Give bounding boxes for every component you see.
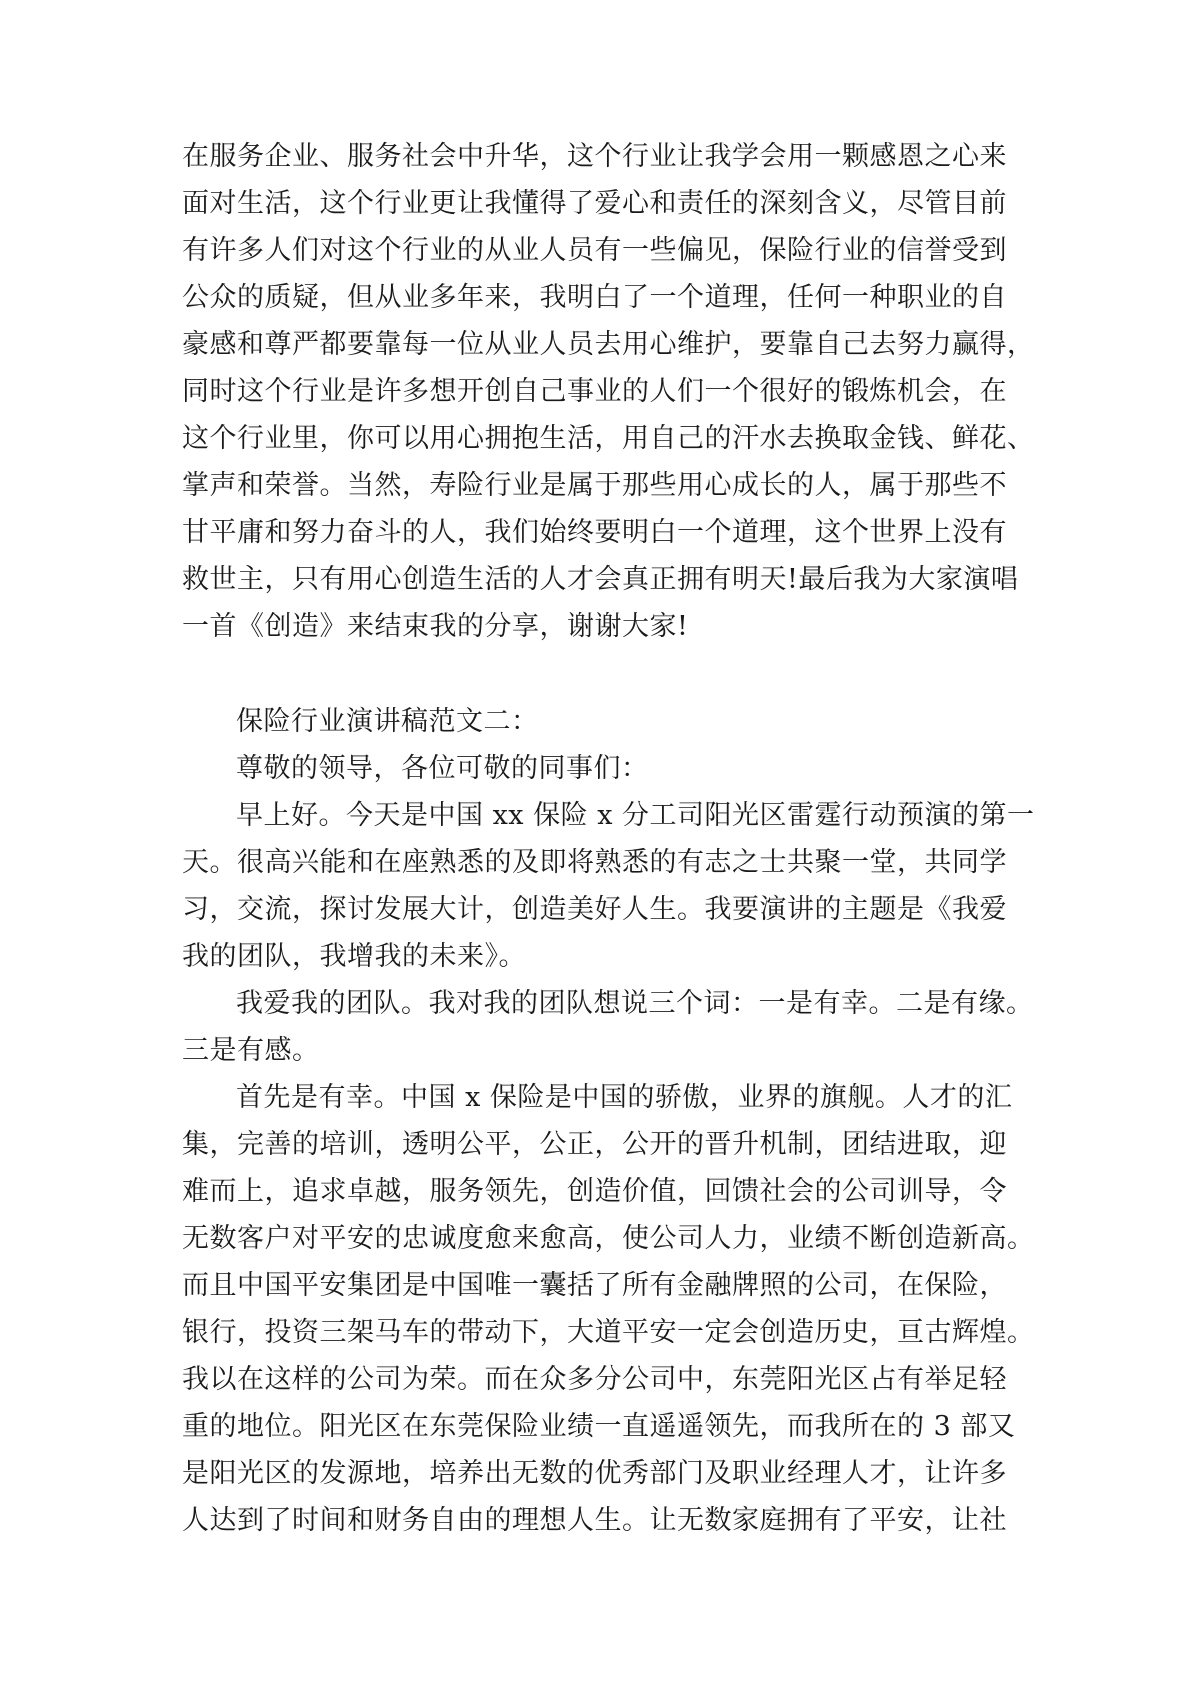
text-line: 一首《创造》来结束我的分享，谢谢大家! — [182, 611, 689, 642]
text-line: 是阳光区的发源地，培养出无数的优秀部门及职业经理人才，让许多 — [182, 1458, 1007, 1489]
text-line: 集，完善的培训，透明公平，公正，公开的晋升机制，团结进取，迎 — [182, 1129, 1007, 1160]
text-line: 我的团队，我增我的未来》。 — [182, 941, 526, 972]
text-line: 三是有感。 — [182, 1035, 320, 1066]
text-line: 我以在这样的公司为荣。而在众多分公司中，东莞阳光区占有举足轻 — [182, 1364, 1007, 1395]
text-line: 银行，投资三架马车的带动下，大道平安一定会创造历史，亘古辉煌。 — [182, 1317, 1035, 1348]
text-line: 我爱我的团队。我对我的团队想说三个词：一是有幸。二是有缘。 — [236, 988, 1034, 1019]
text-line: 首先是有幸。中国 x 保险是中国的骄傲，业界的旗舰。人才的汇 — [236, 1082, 1013, 1113]
text-line: 尊敬的领导，各位可敬的同事们： — [236, 753, 649, 784]
body-text-part2 — [182, 698, 1035, 1544]
text-line: 天。很高兴能和在座熟悉的及即将熟悉的有志之士共聚一堂，共同学 — [182, 847, 1007, 878]
text-line: 公众的质疑，但从业多年来，我明白了一个道理，任何一种职业的自 — [182, 282, 1007, 313]
text-line: 难而上，追求卓越，服务领先，创造价值，回馈社会的公司训导，令 — [182, 1176, 1007, 1207]
text-line: 习，交流，探讨发展大计，创造美好人生。我要演讲的主题是《我爱 — [182, 894, 1007, 925]
text-line: 同时这个行业是许多想开创自己事业的人们一个很好的锻炼机会，在 — [182, 376, 1007, 407]
text-line: 早上好。今天是中国 xx 保险 x 分工司阳光区雷霆行动预演的第一 — [236, 800, 1035, 831]
text-line: 掌声和荣誉。当然，寿险行业是属于那些用心成长的人，属于那些不 — [182, 470, 1007, 501]
text-line: 人达到了时间和财务自由的理想人生。让无数家庭拥有了平安，让社 — [182, 1505, 1007, 1536]
text-line: 豪感和尊严都要靠每一位从业人员去用心维护，要靠自己去努力赢得， — [182, 329, 1035, 360]
text-line: 甘平庸和努力奋斗的人，我们始终要明白一个道理，这个世界上没有 — [182, 517, 1007, 548]
text-line: 而且中国平安集团是中国唯一囊括了所有金融牌照的公司，在保险， — [182, 1270, 1007, 1301]
text-line: 救世主，只有用心创造生活的人才会真正拥有明天!最后我为大家演唱 — [182, 564, 1019, 595]
text-line: 这个行业里，你可以用心拥抱生活，用自己的汗水去换取金钱、鲜花、 — [182, 423, 1035, 454]
text-line: 面对生活，这个行业更让我懂得了爱心和责任的深刻含义，尽管目前 — [182, 188, 1007, 219]
body-text-part1 — [182, 133, 1035, 650]
section-heading: 保险行业演讲稿范文二： — [236, 706, 539, 737]
text-line: 无数客户对平安的忠诚度愈来愈高，使公司人力，业绩不断创造新高。 — [182, 1223, 1035, 1254]
text-line: 重的地位。阳光区在东莞保险业绩一直遥遥领先，而我所在的 3 部又 — [182, 1411, 1016, 1442]
text-line: 有许多人们对这个行业的从业人员有一些偏见，保险行业的信誉受到 — [182, 235, 1007, 266]
text-line: 在服务企业、服务社会中升华，这个行业让我学会用一颗感恩之心来 — [182, 141, 1007, 172]
